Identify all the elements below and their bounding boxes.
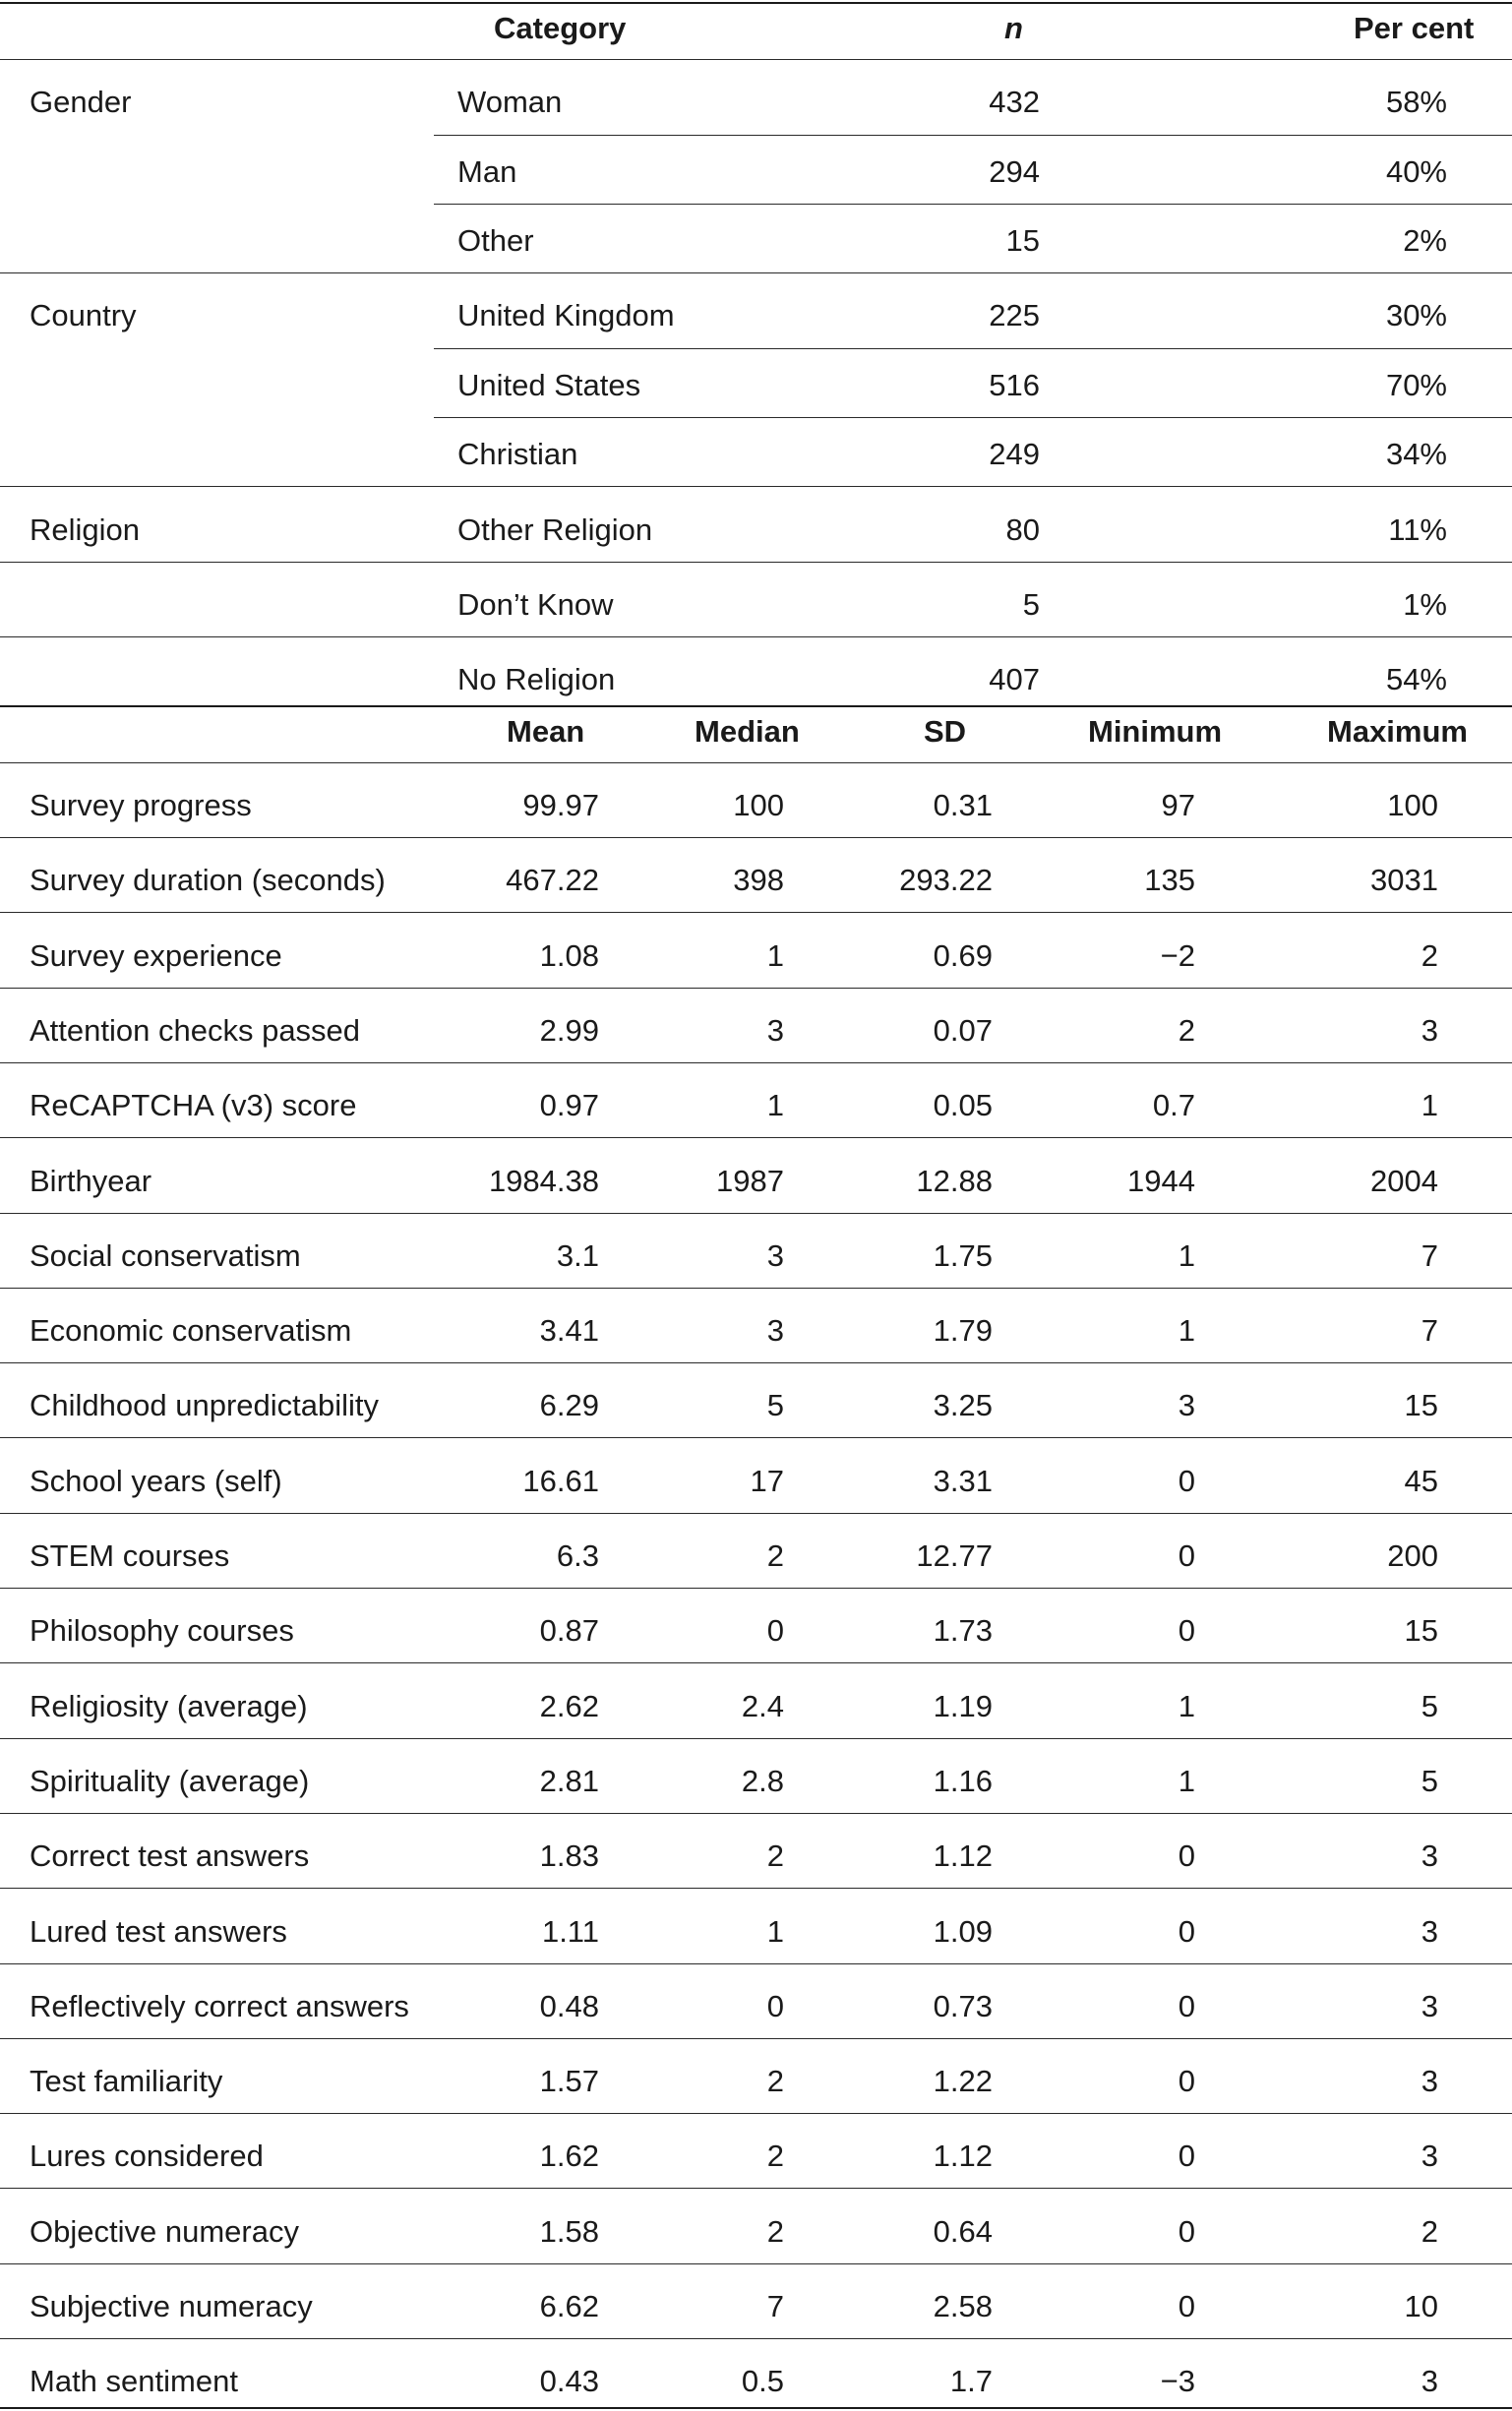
median-cell: 0 bbox=[766, 1989, 784, 2023]
min-cell: 0.7 bbox=[1152, 1088, 1195, 1122]
max-cell: 2 bbox=[1421, 938, 1438, 973]
header-mean: Mean bbox=[507, 714, 585, 749]
sd-cell: 0.64 bbox=[933, 2214, 993, 2249]
sd-cell: 1.7 bbox=[949, 2364, 993, 2398]
max-cell: 2004 bbox=[1370, 1164, 1438, 1198]
stat-label: Correct test answers bbox=[30, 1838, 310, 1873]
percent-cell: 30% bbox=[1385, 298, 1447, 332]
max-cell: 3 bbox=[1421, 1989, 1438, 2023]
min-cell: 0 bbox=[1178, 1464, 1195, 1498]
mean-cell: 0.87 bbox=[539, 1613, 599, 1648]
sd-cell: 293.22 bbox=[899, 863, 993, 897]
n-cell: 432 bbox=[989, 85, 1040, 119]
stat-label: Test familiarity bbox=[30, 2064, 223, 2098]
median-cell: 2 bbox=[766, 2064, 784, 2098]
n-cell: 407 bbox=[989, 662, 1040, 696]
row-rule bbox=[0, 1288, 1512, 1289]
sd-cell: 1.22 bbox=[933, 2064, 993, 2098]
max-cell: 3 bbox=[1421, 1013, 1438, 1048]
min-cell: 97 bbox=[1161, 788, 1195, 822]
header-n: n bbox=[1004, 11, 1023, 45]
median-cell: 1 bbox=[766, 1088, 784, 1122]
stat-label: Survey duration (seconds) bbox=[30, 863, 386, 897]
min-cell: 135 bbox=[1144, 863, 1195, 897]
percent-cell: 34% bbox=[1385, 437, 1447, 471]
mean-cell: 3.1 bbox=[556, 1238, 599, 1273]
row-rule bbox=[0, 1662, 1512, 1663]
row-rule bbox=[0, 988, 1512, 989]
median-cell: 2 bbox=[766, 2214, 784, 2249]
max-cell: 3 bbox=[1421, 1838, 1438, 1873]
row-rule bbox=[0, 2338, 1512, 2339]
stat-label: ReCAPTCHA (v3) score bbox=[30, 1088, 357, 1122]
sd-cell: 1.79 bbox=[933, 1313, 993, 1348]
sd-cell: 1.09 bbox=[933, 1914, 993, 1949]
group-rule bbox=[0, 486, 1512, 487]
percent-cell: 70% bbox=[1385, 368, 1447, 402]
mean-cell: 1.08 bbox=[539, 938, 599, 973]
group-rule bbox=[0, 272, 1512, 273]
max-cell: 3 bbox=[1421, 2364, 1438, 2398]
stat-label: Economic conservatism bbox=[30, 1313, 352, 1348]
row-rule bbox=[0, 1738, 1512, 1739]
sd-cell: 1.19 bbox=[933, 1689, 993, 1723]
max-cell: 5 bbox=[1421, 1689, 1438, 1723]
max-cell: 1 bbox=[1421, 1088, 1438, 1122]
stat-label: Reflectively correct answers bbox=[30, 1989, 409, 2023]
percent-cell: 11% bbox=[1388, 512, 1447, 547]
n-cell: 516 bbox=[989, 368, 1040, 402]
min-cell: 1 bbox=[1178, 1689, 1195, 1723]
median-cell: 100 bbox=[733, 788, 784, 822]
mean-cell: 6.62 bbox=[539, 2289, 599, 2323]
min-cell: 0 bbox=[1178, 2139, 1195, 2173]
row-rule bbox=[0, 1137, 1512, 1138]
percent-cell: 40% bbox=[1385, 154, 1447, 189]
mean-cell: 1.57 bbox=[539, 2064, 599, 2098]
sd-cell: 1.73 bbox=[933, 1613, 993, 1648]
row-rule bbox=[0, 2188, 1512, 2189]
min-cell: 0 bbox=[1178, 1838, 1195, 1873]
row-rule bbox=[0, 1213, 1512, 1214]
group-label: Gender bbox=[30, 85, 132, 119]
median-cell: 3 bbox=[766, 1013, 784, 1048]
max-cell: 3031 bbox=[1370, 863, 1438, 897]
row-rule bbox=[0, 912, 1512, 913]
table-bottom-rule bbox=[0, 2407, 1512, 2409]
min-cell: 0 bbox=[1178, 1914, 1195, 1949]
stats-header-rule bbox=[0, 762, 1512, 763]
median-cell: 2.4 bbox=[741, 1689, 784, 1723]
n-cell: 294 bbox=[989, 154, 1040, 189]
max-cell: 100 bbox=[1387, 788, 1438, 822]
row-rule bbox=[434, 135, 1512, 136]
row-rule bbox=[434, 348, 1512, 349]
sd-cell: 1.16 bbox=[933, 1764, 993, 1798]
stat-label: Survey experience bbox=[30, 938, 282, 973]
n-cell: 80 bbox=[1005, 512, 1040, 547]
mean-cell: 2.62 bbox=[539, 1689, 599, 1723]
median-cell: 17 bbox=[750, 1464, 784, 1498]
stat-label: Math sentiment bbox=[30, 2364, 238, 2398]
sd-cell: 12.88 bbox=[916, 1164, 993, 1198]
n-cell: 15 bbox=[1005, 223, 1040, 258]
max-cell: 5 bbox=[1421, 1764, 1438, 1798]
mean-cell: 3.41 bbox=[539, 1313, 599, 1348]
median-cell: 7 bbox=[766, 2289, 784, 2323]
sd-cell: 0.07 bbox=[933, 1013, 993, 1048]
median-cell: 2 bbox=[766, 1838, 784, 1873]
row-rule bbox=[0, 1362, 1512, 1363]
category-cell: Other bbox=[457, 223, 534, 258]
max-cell: 10 bbox=[1404, 2289, 1438, 2323]
stat-label: Survey progress bbox=[30, 788, 252, 822]
min-cell: −2 bbox=[1160, 938, 1195, 973]
max-cell: 7 bbox=[1421, 1238, 1438, 1273]
group-label: Religion bbox=[30, 512, 141, 547]
mean-cell: 0.43 bbox=[539, 2364, 599, 2398]
stat-label: Lures considered bbox=[30, 2139, 264, 2173]
row-rule bbox=[0, 1888, 1512, 1889]
min-cell: 0 bbox=[1178, 1989, 1195, 2023]
category-cell: Don’t Know bbox=[457, 587, 614, 622]
min-cell: 1 bbox=[1178, 1238, 1195, 1273]
mean-cell: 1.58 bbox=[539, 2214, 599, 2249]
sd-cell: 1.75 bbox=[933, 1238, 993, 1273]
row-rule bbox=[0, 1813, 1512, 1814]
median-cell: 1987 bbox=[716, 1164, 784, 1198]
min-cell: 1 bbox=[1178, 1313, 1195, 1348]
min-cell: 3 bbox=[1178, 1388, 1195, 1422]
stat-label: Lured test answers bbox=[30, 1914, 287, 1949]
header-median: Median bbox=[695, 714, 800, 749]
min-cell: −3 bbox=[1160, 2364, 1195, 2398]
n-cell: 5 bbox=[1022, 587, 1040, 622]
min-cell: 2 bbox=[1178, 1013, 1195, 1048]
min-cell: 0 bbox=[1178, 2064, 1195, 2098]
min-cell: 0 bbox=[1178, 1613, 1195, 1648]
mean-cell: 16.61 bbox=[522, 1464, 599, 1498]
median-cell: 5 bbox=[766, 1388, 784, 1422]
mean-cell: 99.97 bbox=[522, 788, 599, 822]
header-sd: SD bbox=[924, 714, 967, 749]
median-cell: 3 bbox=[766, 1313, 784, 1348]
stat-label: Spirituality (average) bbox=[30, 1764, 310, 1798]
median-cell: 1 bbox=[766, 938, 784, 973]
max-cell: 7 bbox=[1421, 1313, 1438, 1348]
min-cell: 0 bbox=[1178, 2289, 1195, 2323]
header-rule bbox=[0, 59, 1512, 60]
percent-cell: 2% bbox=[1403, 223, 1447, 258]
mean-cell: 1984.38 bbox=[488, 1164, 599, 1198]
row-rule bbox=[0, 1963, 1512, 1964]
mean-cell: 1.11 bbox=[541, 1914, 599, 1949]
category-cell: United Kingdom bbox=[457, 298, 675, 332]
median-cell: 3 bbox=[766, 1238, 784, 1273]
percent-cell: 1% bbox=[1403, 587, 1447, 622]
row-rule bbox=[0, 1588, 1512, 1589]
row-rule bbox=[434, 417, 1512, 418]
sd-cell: 0.05 bbox=[933, 1088, 993, 1122]
max-cell: 3 bbox=[1421, 2064, 1438, 2098]
max-cell: 15 bbox=[1404, 1613, 1438, 1648]
median-cell: 0 bbox=[766, 1613, 784, 1648]
sd-cell: 3.25 bbox=[933, 1388, 993, 1422]
mean-cell: 0.97 bbox=[539, 1088, 599, 1122]
header-category: Category bbox=[494, 11, 627, 45]
median-cell: 0.5 bbox=[741, 2364, 784, 2398]
row-rule bbox=[0, 1437, 1512, 1438]
sd-cell: 1.12 bbox=[933, 2139, 993, 2173]
stat-label: School years (self) bbox=[30, 1464, 282, 1498]
mean-cell: 1.83 bbox=[539, 1838, 599, 1873]
row-rule bbox=[0, 837, 1512, 838]
stat-label: Birthyear bbox=[30, 1164, 152, 1198]
stat-label: Religiosity (average) bbox=[30, 1689, 308, 1723]
stat-label: STEM courses bbox=[30, 1538, 230, 1573]
max-cell: 15 bbox=[1404, 1388, 1438, 1422]
stat-label: Childhood unpredictability bbox=[30, 1388, 380, 1422]
category-cell: Man bbox=[457, 154, 517, 189]
category-cell: Other Religion bbox=[457, 512, 653, 547]
mean-cell: 2.99 bbox=[539, 1013, 599, 1048]
stat-label: Social conservatism bbox=[30, 1238, 301, 1273]
row-rule bbox=[0, 562, 1512, 563]
sd-cell: 0.73 bbox=[933, 1989, 993, 2023]
stat-label: Objective numeracy bbox=[30, 2214, 299, 2249]
row-rule bbox=[0, 636, 1512, 637]
category-cell: Woman bbox=[457, 85, 563, 119]
mean-cell: 6.29 bbox=[539, 1388, 599, 1422]
median-cell: 2 bbox=[766, 1538, 784, 1573]
stat-label: Attention checks passed bbox=[30, 1013, 361, 1048]
stats-top-rule bbox=[0, 705, 1512, 707]
category-cell: No Religion bbox=[457, 662, 616, 696]
table-top-rule bbox=[0, 2, 1512, 4]
row-rule bbox=[0, 2038, 1512, 2039]
header-maximum: Maximum bbox=[1327, 714, 1468, 749]
sd-cell: 2.58 bbox=[933, 2289, 993, 2323]
mean-cell: 467.22 bbox=[506, 863, 599, 897]
stat-label: Philosophy courses bbox=[30, 1613, 294, 1648]
max-cell: 45 bbox=[1404, 1464, 1438, 1498]
max-cell: 200 bbox=[1387, 1538, 1438, 1573]
median-cell: 2 bbox=[766, 2139, 784, 2173]
sd-cell: 12.77 bbox=[916, 1538, 993, 1573]
min-cell: 1944 bbox=[1127, 1164, 1195, 1198]
mean-cell: 1.62 bbox=[539, 2139, 599, 2173]
n-cell: 225 bbox=[989, 298, 1040, 332]
sd-cell: 1.12 bbox=[933, 1838, 993, 1873]
row-rule bbox=[0, 2113, 1512, 2114]
max-cell: 2 bbox=[1421, 2214, 1438, 2249]
median-cell: 398 bbox=[733, 863, 784, 897]
median-cell: 1 bbox=[766, 1914, 784, 1949]
mean-cell: 2.81 bbox=[539, 1764, 599, 1798]
sd-cell: 0.69 bbox=[933, 938, 993, 973]
median-cell: 2.8 bbox=[741, 1764, 784, 1798]
row-rule bbox=[0, 2263, 1512, 2264]
group-label: Country bbox=[30, 298, 137, 332]
n-cell: 249 bbox=[989, 437, 1040, 471]
sd-cell: 3.31 bbox=[933, 1464, 993, 1498]
min-cell: 0 bbox=[1178, 1538, 1195, 1573]
row-rule bbox=[0, 1513, 1512, 1514]
category-cell: Christian bbox=[457, 437, 578, 471]
mean-cell: 6.3 bbox=[556, 1538, 599, 1573]
percent-cell: 58% bbox=[1385, 85, 1447, 119]
min-cell: 0 bbox=[1178, 2214, 1195, 2249]
header-per-cent: Per cent bbox=[1354, 11, 1475, 45]
row-rule bbox=[434, 204, 1512, 205]
category-cell: United States bbox=[457, 368, 641, 402]
row-rule bbox=[0, 1062, 1512, 1063]
max-cell: 3 bbox=[1421, 1914, 1438, 1949]
mean-cell: 0.48 bbox=[539, 1989, 599, 2023]
percent-cell: 54% bbox=[1385, 662, 1447, 696]
max-cell: 3 bbox=[1421, 2139, 1438, 2173]
sd-cell: 0.31 bbox=[933, 788, 993, 822]
stat-label: Subjective numeracy bbox=[30, 2289, 313, 2323]
header-minimum: Minimum bbox=[1088, 714, 1223, 749]
min-cell: 1 bbox=[1178, 1764, 1195, 1798]
